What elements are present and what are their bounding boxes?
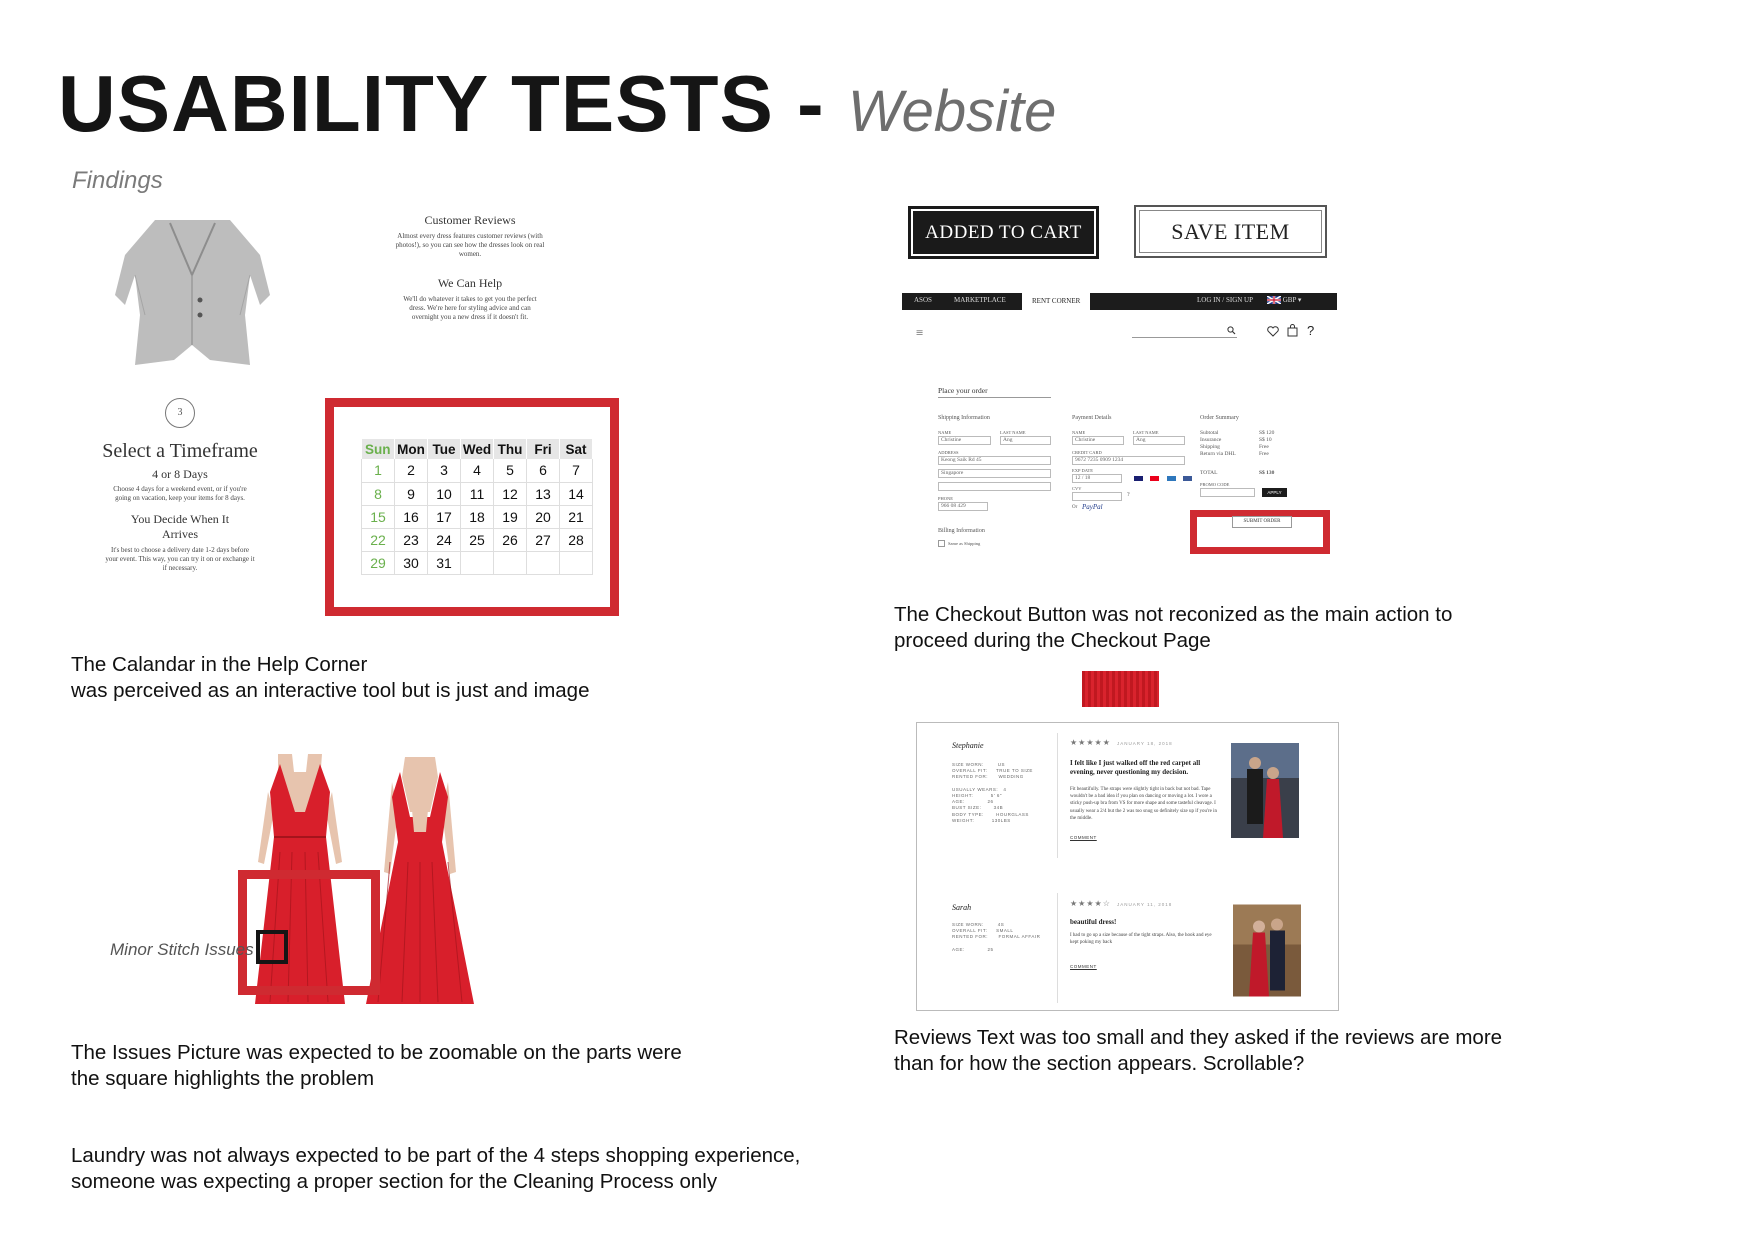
total-value: S$ 130 <box>1259 470 1275 476</box>
search-icon[interactable] <box>1227 326 1236 335</box>
section-label: Findings <box>72 167 163 194</box>
review-headline: I felt like I just walked off the red carpet all evening, never questioning my decision. <box>1070 759 1201 776</box>
review-comment-link[interactable]: COMMENT <box>1070 835 1097 840</box>
added-to-cart-button[interactable]: ADDED TO CART (1) <box>908 206 1099 259</box>
checkout-title: Place your order <box>938 386 988 395</box>
calendar-day-cell: 20 <box>527 505 560 528</box>
calendar-day-cell: 17 <box>428 505 461 528</box>
or-label: Or <box>1072 505 1078 510</box>
calendar-day-header: Sat <box>560 439 593 459</box>
calendar-day-cell: 16 <box>395 505 428 528</box>
calendar-day-cell: 2 <box>395 459 428 482</box>
help-icon[interactable]: ? <box>1307 323 1315 338</box>
nav-item-login[interactable]: LOG IN / SIGN UP <box>1197 296 1253 304</box>
calendar-day-cell: 4 <box>461 459 494 482</box>
reviewer-specs: SIZE WORN: US OVERALL FIT: TRUE TO SIZE RENTED FOR: WEDDING USUALLY WEARS: 4 HEIGHT: 5' 6" AGE: 26 BUST SIZE: 34B BODY TYPE: HOURGLASS WEIGHT: 130LBS <box>952 762 1033 823</box>
cvv-label: CVV <box>1072 486 1082 491</box>
reviewer-name: Stephanie <box>952 741 984 750</box>
review-stars: ★★★★★ <box>1070 738 1111 747</box>
stitch-issue-label: Minor Stitch Issues <box>110 940 254 959</box>
review-divider <box>1057 893 1058 1003</box>
amex-icon <box>1167 476 1176 481</box>
issues-caption: The Issues Picture was expected to be zoomable on the parts were the square highlights the problem <box>71 1041 682 1090</box>
checkout-nav-bar <box>902 293 1337 310</box>
shipping-heading: Shipping Information <box>938 415 990 421</box>
calendar-week-row <box>362 459 593 482</box>
card-last-name-field[interactable]: Ang <box>1133 436 1185 445</box>
calendar-day-cell: 13 <box>527 482 560 505</box>
exp-date-label: EXP DATE <box>1072 468 1093 473</box>
calendar-day-cell: 12 <box>494 482 527 505</box>
paypal-button[interactable]: PayPal <box>1082 503 1103 511</box>
nav-item-currency[interactable]: GBP ▾ <box>1267 296 1301 304</box>
promo-code-field[interactable] <box>1200 488 1255 497</box>
calendar-day-cell: 1 <box>362 459 395 482</box>
review-comment-link[interactable]: COMMENT <box>1070 964 1097 969</box>
name-label: NAME <box>938 430 952 435</box>
calendar-day-cell: 3 <box>428 459 461 482</box>
help-text: We'll do whatever it takes to get you the perfect dress. We're here for styling advice and can overnight you a new dress if it doesn't fit. <box>403 295 537 321</box>
credit-card-field[interactable]: 9672 7235 0909 1234 <box>1072 456 1185 465</box>
summary-row-label: Return via DHL <box>1200 451 1236 457</box>
submit-order-button[interactable]: SUBMIT ORDER <box>1232 516 1292 528</box>
reviews-heading: Customer Reviews <box>424 213 516 227</box>
review-photo[interactable] <box>1231 743 1299 838</box>
first-name-field[interactable]: Christine <box>938 436 991 445</box>
page-title <box>58 58 1056 150</box>
summary-row-value: S$ 10 <box>1259 437 1272 443</box>
calendar-day-header: Mon <box>395 439 428 459</box>
card-icon <box>1183 476 1192 481</box>
promo-code-label: PROMO CODE <box>1200 482 1230 487</box>
menu-icon[interactable]: ≡ <box>916 325 924 340</box>
timeframe-text: Choose 4 days for a weekend event, or if you're going on vacation, keep your items for 8 days. <box>113 485 247 502</box>
address-field[interactable]: Keong Saik Rd 45 <box>938 456 1051 465</box>
reviewer-specs: SIZE WORN: 4S OVERALL FIT: SMALL RENTED FOR: FORMAL AFFAIR AGE: 25 <box>952 922 1041 952</box>
calendar-day-cell: 29 <box>362 551 395 574</box>
calendar-day-cell: 31 <box>428 551 461 574</box>
review-headline: beautiful dress! <box>1070 918 1117 926</box>
calendar-day-header: Tue <box>428 439 461 459</box>
summary-row-label: Shipping <box>1200 444 1220 450</box>
calendar-day-cell: 22 <box>362 528 395 551</box>
phone-label: PHONE <box>938 496 954 501</box>
reviews-screenshot <box>916 722 1339 1011</box>
timeframe-days: 4 or 8 Days <box>152 467 208 481</box>
calendar-day-header: Wed <box>461 439 494 459</box>
laundry-caption: Laundry was not always expected to be part of the 4 steps shopping experience, someone was expecting a proper section for the Cleaning Process only <box>71 1144 801 1193</box>
coat-image <box>110 215 275 370</box>
calendar-week-row <box>362 551 593 574</box>
summary-row-value: S$ 120 <box>1259 430 1275 436</box>
title-subtitle: Website <box>847 79 1057 144</box>
calendar-day-cell: 11 <box>461 482 494 505</box>
search-input[interactable] <box>1132 337 1237 338</box>
title-main-text: USABILITY TESTS - <box>58 59 825 148</box>
calendar-header-row <box>362 439 593 459</box>
timeframe-heading: Select a Timeframe <box>102 440 258 462</box>
calendar-day-cell: 8 <box>362 482 395 505</box>
calendar-day-cell <box>461 551 494 574</box>
summary-row-value: Free <box>1259 451 1269 457</box>
billing-heading: Billing Information <box>938 528 985 534</box>
calendar-day-cell: 14 <box>560 482 593 505</box>
last-name-label: LAST NAME <box>1000 430 1026 435</box>
calendar-day-cell <box>527 551 560 574</box>
calendar-day-cell: 21 <box>560 505 593 528</box>
calendar-day-cell: 9 <box>395 482 428 505</box>
apply-button[interactable]: APPLY <box>1262 488 1287 497</box>
dress-fabric-thumbnail <box>1082 671 1159 707</box>
reviews-caption: Reviews Text was too small and they asked if the reviews are more than for how the section appears. Scrollable? <box>894 1026 1503 1075</box>
currency-label: GBP <box>1282 296 1297 304</box>
arrival-text: It's best to choose a delivery date 1-2 days before your event. This way, you can try it on or exchange it if necessary. <box>105 546 255 572</box>
reviews-text: Almost every dress features customer reviews (with photos!), so you can see how the dresses look on real women. <box>395 232 545 258</box>
exp-date-field[interactable]: 12 / 18 <box>1072 474 1122 483</box>
calendar-day-cell: 7 <box>560 459 593 482</box>
calendar-day-cell: 6 <box>527 459 560 482</box>
calendar-day-cell: 5 <box>494 459 527 482</box>
calendar-week-row <box>362 505 593 528</box>
calendar-day-cell <box>494 551 527 574</box>
last-name-field[interactable]: Ang <box>1000 436 1051 445</box>
step-number-badge: 3 <box>165 398 195 428</box>
card-first-name-field[interactable]: Christine <box>1072 436 1124 445</box>
title-underline <box>938 397 1051 398</box>
calendar-day-header: Thu <box>494 439 527 459</box>
address-line-3-field[interactable] <box>938 482 1051 491</box>
calendar-image <box>361 439 593 575</box>
calendar-day-cell: 24 <box>428 528 461 551</box>
same-as-shipping-checkbox[interactable] <box>938 540 945 547</box>
heart-icon[interactable] <box>1267 326 1279 337</box>
review-date: JANUARY 11, 2018 <box>1117 902 1173 907</box>
review-photo[interactable] <box>1233 903 1301 998</box>
nav-item-marketplace[interactable]: MARKETPLACE <box>954 296 1006 304</box>
review-body: Fit beautifully. The straps were slightly tight in back but not bad. Tape wouldn't be a bad idea if you plan on dancing or moving a lot. I wore a sticky push-up bra from VS for more shape and some tasteful cleavage. I usually wear a 2/4 but the 2 was too snug so definitely size up if you're in the middle. <box>1070 787 1217 821</box>
calendar-day-cell <box>560 551 593 574</box>
calendar-day-cell: 26 <box>494 528 527 551</box>
calendar-day-cell: 25 <box>461 528 494 551</box>
card-name-label: NAME <box>1072 430 1086 435</box>
help-info <box>395 276 545 322</box>
calendar-day-cell: 28 <box>560 528 593 551</box>
calendar-day-cell: 18 <box>461 505 494 528</box>
summary-row-label: Insurance <box>1200 437 1222 443</box>
checkout-screenshot <box>902 293 1337 558</box>
calendar-day-cell: 19 <box>494 505 527 528</box>
nav-item-asos[interactable]: ASOS <box>914 296 932 304</box>
card-logos <box>1134 468 1192 486</box>
calendar-week-row <box>362 482 593 505</box>
reviews-info <box>395 213 545 259</box>
review-divider <box>1057 733 1058 858</box>
calendar-day-cell: 10 <box>428 482 461 505</box>
mastercard-icon <box>1150 476 1159 481</box>
phone-field[interactable]: 966 08 429 <box>938 502 988 511</box>
calendar-week-row <box>362 528 593 551</box>
card-last-name-label: LAST NAME <box>1133 430 1159 435</box>
calendar-day-header: Sun <box>362 439 395 459</box>
calendar-highlight-frame <box>325 398 619 616</box>
summary-row-value: Free <box>1259 444 1269 450</box>
credit-card-label: CREDIT CARD <box>1072 450 1102 455</box>
bag-icon[interactable] <box>1287 324 1298 337</box>
review-stars: ★★★★☆ <box>1070 899 1111 908</box>
same-as-shipping-label: Same as Shipping <box>948 541 981 546</box>
calendar-day-cell: 15 <box>362 505 395 528</box>
calendar-caption: The Calandar in the Help Corner was perceived as an interactive tool but is just and image <box>71 653 590 702</box>
help-heading: We Can Help <box>437 276 503 290</box>
calendar-day-cell: 30 <box>395 551 428 574</box>
reviewer-name: Sarah <box>952 903 972 912</box>
cvv-help-icon[interactable]: ? <box>1127 492 1130 498</box>
uk-flag-icon <box>1267 296 1281 304</box>
calendar-day-cell: 27 <box>527 528 560 551</box>
address-label: ADDRESS <box>938 450 959 455</box>
save-item-button[interactable]: SAVE ITEM <box>1134 205 1327 258</box>
summary-heading: Order Summary <box>1200 415 1239 421</box>
nav-item-rent-corner[interactable]: RENT CORNER <box>1022 293 1090 310</box>
review-date: JANUARY 18, 2018 <box>1117 741 1173 746</box>
calendar-day-cell: 23 <box>395 528 428 551</box>
total-label: TOTAL <box>1200 470 1218 476</box>
visa-icon <box>1134 476 1143 481</box>
calendar-day-header: Fri <box>527 439 560 459</box>
checkout-caption: The Checkout Button was not reconized as the main action to proceed during the Checkout Page <box>894 603 1453 652</box>
city-field[interactable]: Singapore <box>938 469 1051 478</box>
timeframe-info <box>85 440 275 573</box>
arrival-heading: You Decide When It Arrives <box>130 512 230 541</box>
stitch-issue-marker <box>256 930 288 964</box>
cvv-field[interactable] <box>1072 492 1122 501</box>
summary-row-label: Subtotal <box>1200 430 1219 436</box>
payment-heading: Payment Details <box>1072 415 1112 421</box>
review-body: I had to go up a size because of the tight straps. Also, the hook and eye kept poking my back <box>1070 933 1212 946</box>
